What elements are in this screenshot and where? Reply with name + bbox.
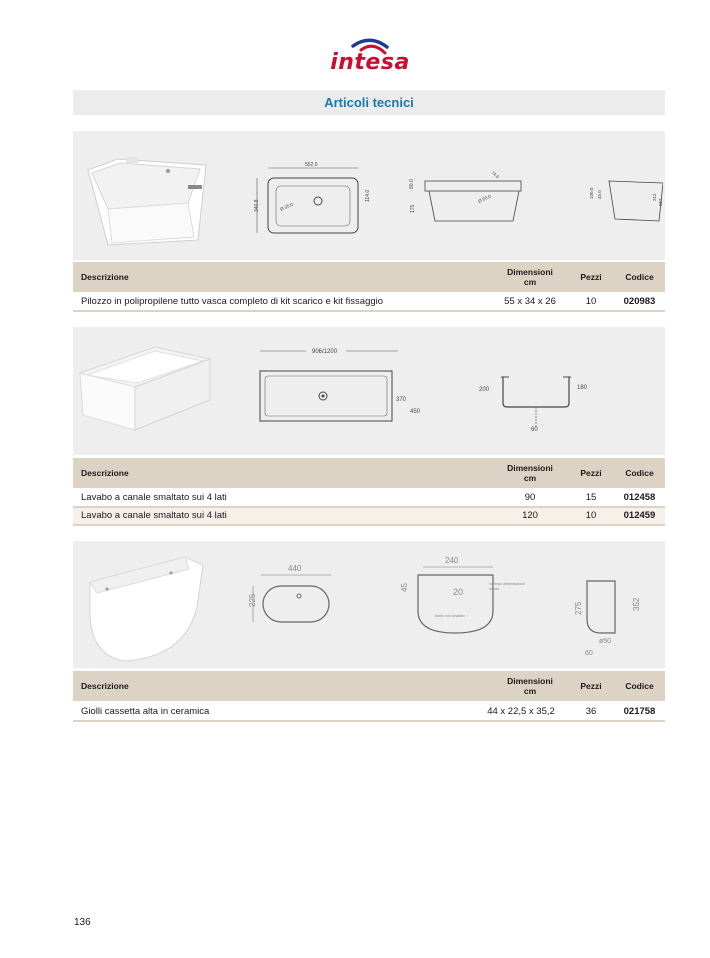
product-photo: [85, 547, 205, 665]
section-drawing: [473, 367, 603, 437]
row-code: 012459: [623, 510, 656, 521]
header-dimensions: [491, 671, 569, 701]
row-code: 012458: [623, 492, 656, 503]
row-pieces: 15: [585, 492, 597, 503]
product-image-panel: [73, 131, 665, 260]
note-screw: da vite: [489, 587, 500, 591]
table-header: [73, 458, 665, 488]
dim-h1: 80.0: [409, 179, 415, 189]
dim-h2: 175: [410, 204, 416, 213]
note-feed: ingresso alimentazione: [489, 582, 525, 586]
header-code: Codice: [625, 468, 654, 478]
header-code: Codice: [625, 681, 654, 691]
dim-hole: Ø 35.0: [279, 201, 294, 212]
dim-width: 552.0: [305, 162, 318, 168]
dim-bottom: 60: [585, 650, 593, 657]
dim-hole2: Ø 50.0: [477, 193, 492, 204]
page-number: 136: [74, 917, 91, 928]
dim-h5: 212: [652, 193, 657, 201]
dim-h6: 257: [658, 198, 663, 206]
dim-width: 440: [288, 564, 302, 573]
header-description: Descrizione: [81, 681, 129, 691]
top-view-drawing: [248, 341, 428, 441]
side-view-drawing: [401, 161, 663, 236]
dim-h1: 275: [574, 601, 583, 615]
dim-side: 114.0: [365, 189, 371, 202]
dim-top-w: 240: [445, 556, 459, 565]
header-dimensions-unit: cm: [523, 686, 537, 696]
brand-logo: [325, 36, 415, 82]
row-code: 021758: [623, 706, 656, 717]
dim-drain: ø50: [599, 638, 612, 645]
table-header: [73, 671, 665, 701]
table-row: [73, 294, 665, 312]
dim-inner: 370: [396, 397, 407, 403]
header-description: Descrizione: [81, 468, 129, 478]
product-image-panel: [73, 541, 665, 668]
row-description: Giolli cassetta alta in ceramica: [81, 706, 210, 717]
header-dimensions-unit: cm: [523, 277, 537, 287]
dim-depth: 340.8: [254, 199, 260, 212]
dim-left-h: 200: [479, 387, 490, 393]
table-header: [73, 262, 665, 292]
top-view-drawing: [233, 561, 343, 641]
table-row: [73, 490, 665, 508]
header-dimensions: [491, 262, 569, 292]
header-pieces: Pezzi: [580, 681, 602, 691]
dim-width: 906/1200: [312, 349, 338, 355]
brand-name: intesa: [330, 50, 410, 75]
side-view-drawing: [563, 571, 653, 661]
dim-depth: 225: [248, 593, 257, 607]
row-pieces: 36: [585, 706, 597, 717]
note-edge: bordo non smaltato: [435, 614, 465, 618]
row-dimensions: 90: [524, 492, 536, 503]
row-code: 020983: [623, 296, 656, 307]
dim-center: 20: [453, 587, 464, 597]
back-view-drawing: [393, 553, 543, 653]
dim-left-h: 45: [400, 583, 409, 592]
dim-h4: 45.0: [597, 190, 602, 199]
row-description: Lavabo a canale smaltato sui 4 lati: [81, 510, 227, 521]
product-image-panel: [73, 327, 665, 455]
row-pieces: 10: [585, 510, 597, 521]
row-dimensions: 55 x 34 x 26: [504, 296, 556, 307]
header-pieces: Pezzi: [580, 272, 602, 282]
dim-right-h: 180: [577, 385, 588, 391]
row-description: Pilozzo in polipropilene tutto vasca completo di kit scarico e kit fissaggio: [81, 296, 384, 307]
dim-h3: 100.0: [589, 187, 594, 199]
top-view-drawing: [243, 156, 393, 246]
header-pieces: Pezzi: [580, 468, 602, 478]
table-row: [73, 508, 665, 526]
table-row: [73, 704, 665, 722]
dim-drain: 60: [531, 427, 538, 433]
header-dimensions: [491, 458, 569, 488]
header-dimensions-unit: cm: [523, 473, 537, 483]
page-title-bar: [73, 90, 665, 115]
dim-d1: 74.6: [490, 169, 501, 180]
header-dimensions-label: Dimensioni: [507, 463, 553, 473]
dim-outer: 450: [410, 409, 421, 415]
row-description: Lavabo a canale smaltato sui 4 lati: [81, 492, 227, 503]
header-description: Descrizione: [81, 272, 129, 282]
header-dimensions-label: Dimensioni: [507, 676, 553, 686]
product-photo: [78, 145, 218, 255]
header-code: Codice: [625, 272, 654, 282]
row-pieces: 10: [585, 296, 597, 307]
row-dimensions: 44 x 22,5 x 35,2: [487, 706, 555, 717]
dim-h2: 352: [632, 597, 641, 611]
product-photo: [75, 345, 215, 435]
page-title: Articoli tecnici: [324, 95, 414, 110]
row-dimensions: 120: [522, 510, 538, 521]
header-dimensions-label: Dimensioni: [507, 267, 553, 277]
